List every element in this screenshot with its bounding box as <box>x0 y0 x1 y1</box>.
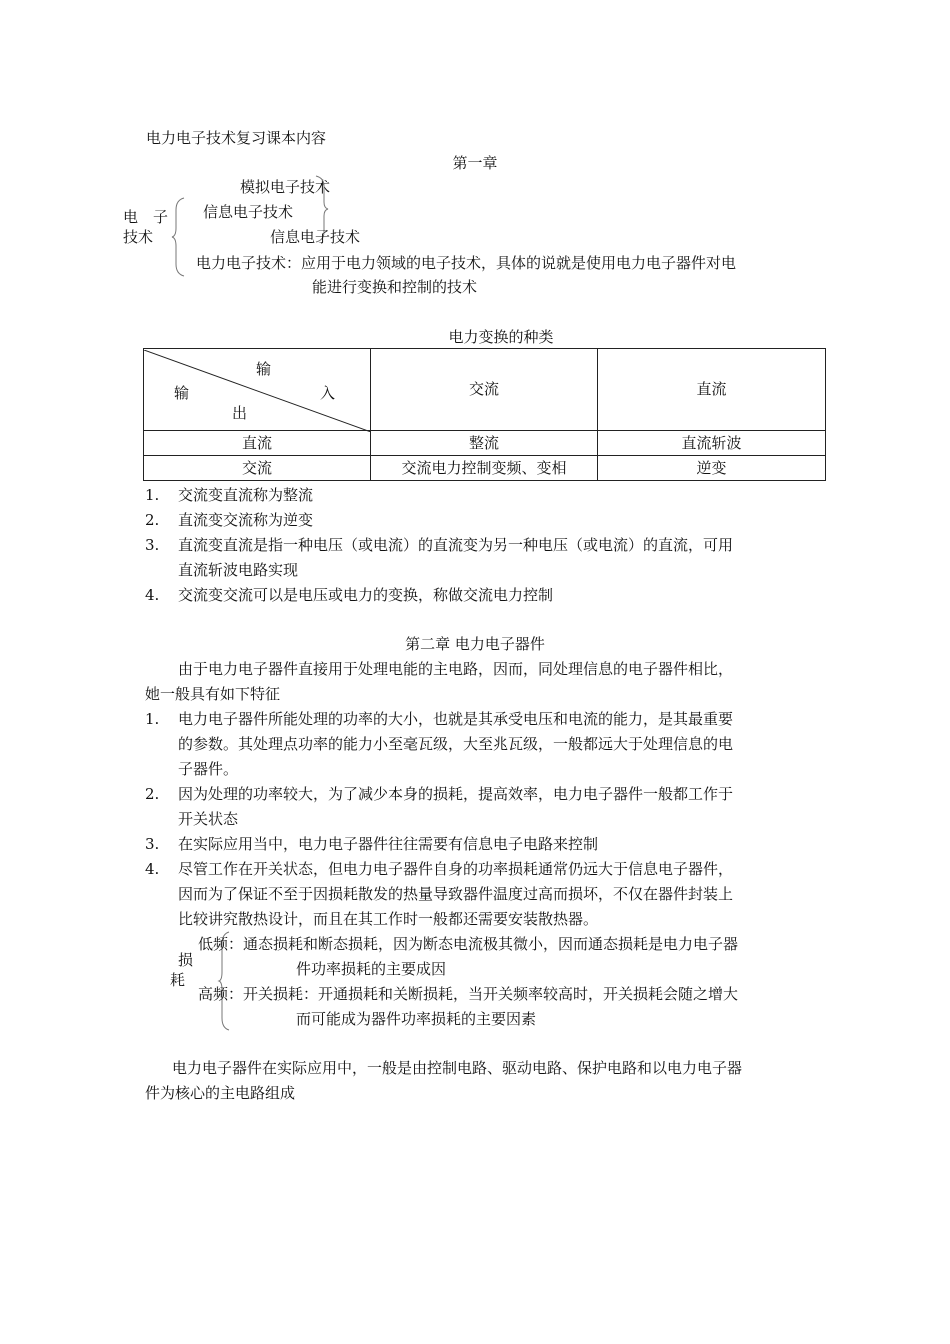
list2-number: 2. <box>145 785 160 803</box>
list1-item: 交流变交流可以是电压或电力的变换，称做交流电力控制 <box>178 586 554 604</box>
corner-output-label2: 出 <box>232 403 248 422</box>
table-caption: 电力变换的种类 <box>448 328 554 346</box>
row-label: 交流 <box>144 456 371 481</box>
list2-item-cont: 比较讲究散热设计，而且在其工作时一般都还需要安装散热器。 <box>178 910 599 928</box>
table-cell: 直流斩波 <box>598 431 826 456</box>
corner-input-label: 输 <box>256 359 272 378</box>
loss-root-b: 耗 <box>170 971 186 989</box>
list2-item-cont: 子器件。 <box>178 760 239 778</box>
loss-high-line2: 而可能成为器件功率损耗的主要因素 <box>296 1010 537 1028</box>
table-cell: 整流 <box>371 431 598 456</box>
corner-cell <box>144 349 371 431</box>
list2-item-cont: 因而为了保证不至于因损耗散发的热量导致器件温度过高而损坏，不仅在器件封装上 <box>178 885 734 903</box>
loss-root-a: 损 <box>178 951 194 969</box>
chapter2-heading: 第二章 电力电子器件 <box>405 635 545 653</box>
chapter1-heading: 第一章 <box>452 154 498 172</box>
loss-low-line2: 件功率损耗的主要成因 <box>296 960 447 978</box>
chapter2-intro-line2: 她一般具有如下特征 <box>145 685 281 703</box>
list2-number: 3. <box>145 835 160 853</box>
power-definition-line1: 电力电子技术：应用于电力领域的电子技术，具体的说就是使用电力电子器件对电 <box>196 254 737 272</box>
list2-item: 尽管工作在开关状态，但电力电子器件自身的功率损耗通常仍远大于信息电子器件， <box>178 860 734 878</box>
corner-output-label: 输 <box>174 383 190 402</box>
list1-number: 4. <box>145 586 160 604</box>
loss-low-line1: 低频：通态损耗和断态损耗，因为断态电流极其微小，因而通态损耗是电力电子器 <box>198 935 739 953</box>
table-cell: 交流电力控制变频、变相 <box>371 456 598 481</box>
corner-input-label2: 入 <box>320 383 336 402</box>
list1-item-cont: 直流斩波电路实现 <box>178 561 299 579</box>
list2-item-cont: 的参数。其处理点功率的能力小至毫瓦级，大至兆瓦级，一般都远大于处理信息的电 <box>178 735 734 753</box>
conversion-table <box>143 348 826 481</box>
header-ac: 交流 <box>371 349 598 431</box>
list1-item: 直流变直流是指一种电压（或电流）的直流变为另一种电压（或电流）的直流，可用 <box>178 536 734 554</box>
list1-number: 2. <box>145 511 160 529</box>
tree-root-line1: 电 子 <box>123 208 169 226</box>
list1-item: 交流变直流称为整流 <box>178 486 314 504</box>
list2-item: 因为处理的功率较大，为了减少本身的损耗，提高效率，电力电子器件一般都工作于 <box>178 785 734 803</box>
tree-brace <box>172 198 186 276</box>
header-dc: 直流 <box>598 349 826 431</box>
list2-item-cont: 开关状态 <box>178 810 239 828</box>
list2-item: 电力电子器件所能处理的功率的大小，也就是其承受电压和电流的能力，是其最重要 <box>178 710 734 728</box>
list2-number: 4. <box>145 860 160 878</box>
row-label: 直流 <box>144 431 371 456</box>
closing-line1: 电力电子器件在实际应用中，一般是由控制电路、驱动电路、保护电路和以电力电子器 <box>172 1059 743 1077</box>
power-definition-line2: 能进行变换和控制的技术 <box>312 278 478 296</box>
chapter2-intro-line1: 由于电力电子器件直接用于处理电能的主电路，因而，同处理信息的电子器件相比， <box>178 660 734 678</box>
list2-number: 1. <box>145 710 160 728</box>
list1-number: 3. <box>145 536 160 554</box>
loss-high-line1: 高频：开关损耗：开通损耗和关断损耗，当开关频率较高时，开关损耗会随之增大 <box>198 985 739 1003</box>
branch-info-b: 信息电子技术 <box>270 228 361 246</box>
list1-number: 1. <box>145 486 160 504</box>
list2-item: 在实际应用当中，电力电子器件往往需要有信息电子电路来控制 <box>178 835 599 853</box>
table-cell: 逆变 <box>598 456 826 481</box>
closing-line2: 件为核心的主电路组成 <box>145 1084 296 1102</box>
list1-item: 直流变交流称为逆变 <box>178 511 314 529</box>
document-title: 电力电子技术复习课本内容 <box>146 129 327 147</box>
branch-analog: 模拟电子技术 <box>240 178 331 196</box>
branch-info-a: 信息电子技术 <box>203 203 294 221</box>
tree-root-line2: 技术 <box>123 228 154 246</box>
